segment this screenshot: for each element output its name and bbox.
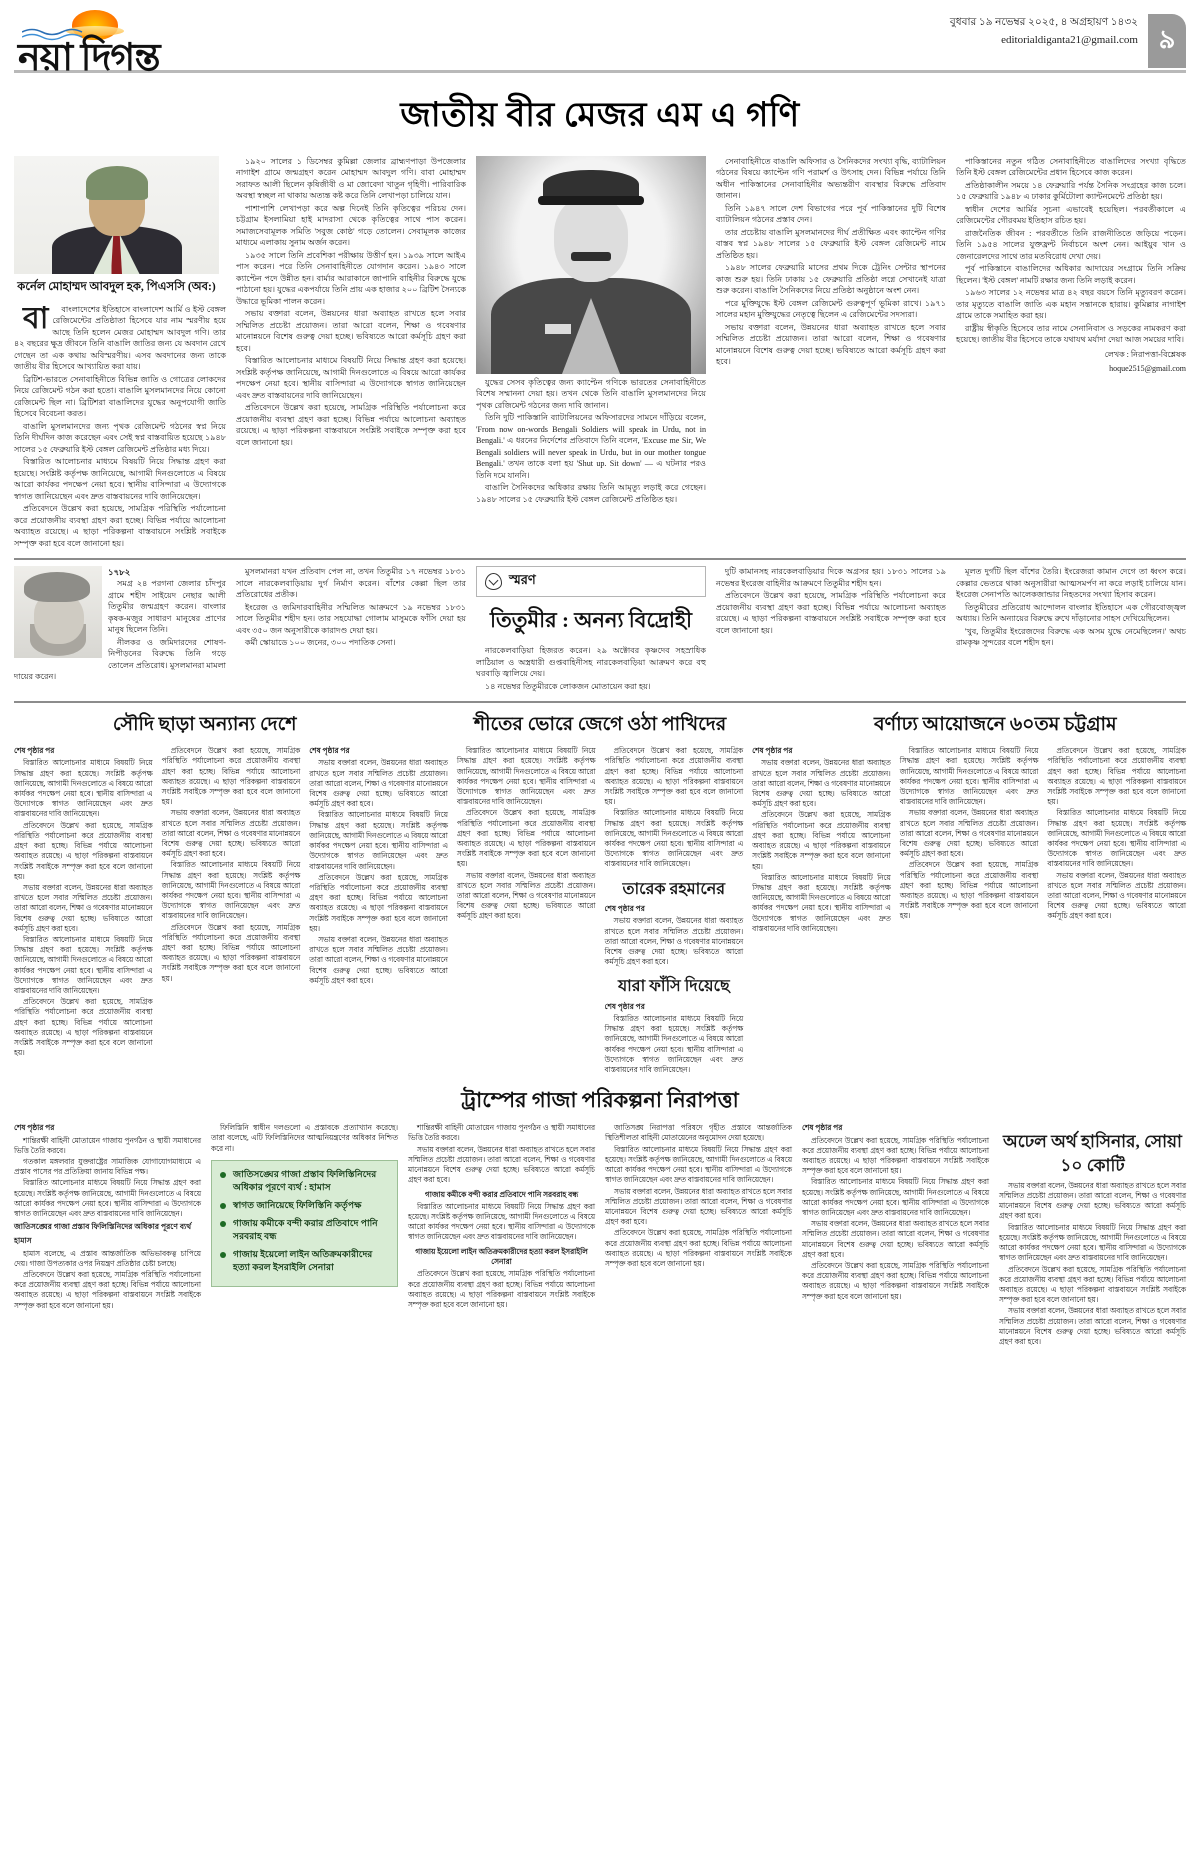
- author-signature: লেখক : নিরাপত্তা-বিশ্লেষক: [1104, 349, 1186, 359]
- editorial-email[interactable]: editorialdiganta21@gmail.com: [1001, 34, 1138, 47]
- paragraph: প্রতিবেদনে উল্লেখ করা হয়েছে, সামগ্রিক পরিস্থিতি পর্যালোচনা করে প্রয়োজনীয় ব্যবস্থা গ্রহণ করা হচ্ছে। বিভিন্ন পর্যায়ে আলোচনা অব্যাহত রয়েছে। এ ছাড়া পরিকল্পনা বাস্তবায়নে সংশ্লিষ্ট সবাইকে সম্পৃক্ত করা হবে বলে জানানো হয়।: [716, 591, 946, 635]
- paragraph: ১৯২০ সালের ১ ডিসেম্বর কুমিল্লা জেলার ব্রাহ্মণপাড়া উপজেলার নাগাইশ গ্রামে জন্মগ্রহণ করেন মোহাম্মদ আবদুল গণি। বাবা মোহাম্মদ সরাফত আলী ছিলেন কৃষিজীবী ও মা জোবেদা খাতুন গৃহিণী। পারিবারিক অবস্থা স্বচ্ছল না থাকায় অত্যন্ত কষ্ট করে তিনি লেখাপড়া চালিয়ে যান।: [236, 157, 466, 201]
- section-heading-fansi[interactable]: যারা ফাঁসি দিয়েছে: [617, 978, 730, 996]
- paragraph: সমগ্র ২৪ পরগনা জেলার চাঁদপুর গ্রামে শহীদ সাইয়েদ নেছার আলী তিতুমীর জন্মগ্রহণ করেন। বাংলার কৃষক-মজুর সাধারণ মানুষের প্রাণের মানুষ ছিলেন তিনি।: [108, 579, 226, 635]
- bottom-headings: [14, 1076, 1186, 1123]
- author-name: কর্নেল মোহাম্মদ আবদুল হক, পিএসসি (অব:): [17, 281, 216, 293]
- paragraph: সভায় বক্তারা বলেন, উন্নয়নের ধারা অব্যাহত রাখতে হলে সবার সম্মিলিত প্রচেষ্টা প্রয়োজন। তারা আরো বলেন, শিক্ষা ও গবেষণার মানোন্নয়নে বিশেষ গুরুত্ব দেয়া হচ্ছে। ভবিষ্যতে আরো কর্মসূচি গ্রহণ করা হবে।: [14, 882, 153, 933]
- paragraph: প্রতিবেদনে উল্লেখ করা হয়েছে, সামগ্রিক পরিস্থিতি পর্যালোচনা করে প্রয়োজনীয় ব্যবস্থা গ্রহণ করা হচ্ছে। বিভিন্ন পর্যায়ে আলোচনা অব্যাহত রয়েছে। এ ছাড়া পরিকল্পনা বাস্তবায়নে সংশ্লিষ্ট সবাইকে সম্পৃক্ত করা হবে বলে জানানো হয়।: [802, 1261, 989, 1301]
- paragraph: বিস্তারিত আলোচনার মাধ্যমে বিষয়টি নিয়ে সিদ্ধান্ত গ্রহণ করা হয়েছে। সংশ্লিষ্ট কর্তৃপক্ষ জানিয়েছে, আগামী দিনগুলোতে এ বিষয়ে আরো কার্যকর পদক্ষেপ নেয়া হবে। স্থানীয় বাসিন্দারা এ উদ্যোগকে স্বাগত জানিয়েছেন এবং দ্রুত বাস্তবায়নের দাবি জানিয়েছেন।: [14, 457, 226, 501]
- mid-col-6: [752, 746, 891, 1076]
- section-heading-saudi[interactable]: সৌদি ছাড়া অন্যান্য দেশে: [112, 714, 297, 736]
- paragraph: ইংরেজ ও জমিদারবাহিনীর সম্মিলিত আক্রমণে ১৯ নভেম্বর ১৮৩১ সালে তিতুমীর শহীদ হন। তার সহযোদ্ধা গোলাম মাসুমকে ফাঁসি দেয়া হয় এবং ৩৫০ জন অনুসারীকে কারাদণ্ড দেয়া হয়।: [236, 602, 466, 635]
- paragraph: রাজনৈতিক জীবন : পরবর্তীতে তিনি রাজনীতিতে জড়িয়ে পড়েন। তিনি ১৯৫৪ সালের যুক্তফ্রন্ট নির্বাচনে অংশ নেন। আইয়ুব খান ও জেনারেলদের সাথে তার মতবিরোধ দেখা দেয়।: [956, 228, 1186, 261]
- paragraph: রাষ্ট্রীয় স্বীকৃতি হিসেবে তার নামে সেনানিবাস ও সড়কের নামকরণ করা হয়েছে। জাতীয় বীর হিসেবে তাকে যথাযথ মর্যাদা দেয়া আজ সময়ের দাবি।: [956, 323, 1186, 345]
- smoron-col-3: [476, 566, 706, 693]
- paragraph: প্রতিষ্ঠাকালীন সময়ে ১৪ ফেব্রুয়ারি পর্যন্ত সৈনিক সংগ্রহের কাজ চলে। ১৫ ফেব্রুয়ারি ১৯৪৮ এ ঢাকার কুর্মিটোলা ক্যান্টনমেন্টে প্রতিষ্ঠা হয়।: [956, 180, 1186, 202]
- smoron-label: স্মরণ: [509, 572, 536, 588]
- paragraph: সেনাবাহিনীতে বাঙালি অফিসার ও সৈনিকদের সংখ্যা বৃদ্ধি, ব্যাটালিয়ন গঠনের বিষয়ে ক্যাপ্টেন গণি পরামর্শ ও উৎসাহ দেন। বিভিন্ন পর্যায়ে তিনি অধীন পাকিস্তানের সেনাবাহিনীর অভ্যন্তরীণ ব্যবস্থার বিরুদ্ধে প্রতিবাদ জানান।: [716, 157, 946, 201]
- mid-col-2: [162, 746, 301, 1076]
- paragraph: বিস্তারিত আলোচনার মাধ্যমে বিষয়টি নিয়ে সিদ্ধান্ত গ্রহণ করা হয়েছে। সংশ্লিষ্ট কর্তৃপক্ষ জানিয়েছে, আগামী দিনগুলোতে এ বিষয়ে আরো কার্যকর পদক্ষেপ নেয়া হবে। স্থানীয় বাসিন্দারা এ উদ্যোগকে স্বাগত জানিয়েছেন এবং দ্রুত বাস্তবায়নের দাবি জানিয়েছেন।: [899, 746, 1039, 807]
- smoron-section: [14, 566, 1186, 693]
- smoron-col-3-text: [476, 645, 706, 692]
- paragraph: ১৯৩৫ সালে তিনি প্রবেশিকা পরীক্ষায় উত্তীর্ণ হন। ১৯৩৯ সালে আইএ পাস করেন। পরে তিনি সেনাবাহিনীতে যোগদান করেন। ১৯৪৩ সালে ক্যাপ্টেন পদে উন্নীত হন। বার্মার আরাকানে জাপানি বাহিনীর বিরুদ্ধে যুদ্ধে পাঠানো হয়। যুদ্ধের একপর্যায়ে তিনি প্রায় এক হাজার ২০০ ব্রিটিশ সৈন্যকে উদ্ধারে ভূমিকা পালন করেন।: [236, 250, 466, 306]
- jump-line: শেষ পৃষ্ঠার পর: [14, 1123, 55, 1133]
- paragraph: পাকিস্তানের নতুন গঠিত সেনাবাহিনীতে বাঙালিদের সংখ্যা বৃদ্ধিতে তিনি ইস্ট বেঙ্গল রেজিমেন্টের প্রধান হিসেবে কাজ করেন।: [956, 157, 1186, 178]
- bottom-col-1: [14, 1123, 201, 1348]
- paragraph: স্বাধীন দেশের আর্মির সূচনা এভাবেই হয়েছিল। পরবর্তীকালে এ রেজিমেন্টের গৌরবময় ইতিহাস রচিত হয়।: [956, 204, 1186, 226]
- paragraph: সভায় বক্তারা বলেন, উন্নয়নের ধারা অব্যাহত রাখতে হলে সবার সম্মিলিত প্রচেষ্টা প্রয়োজন। তারা আরো বলেন, শিক্ষা ও গবেষণার মানোন্নয়নে বিশেষ গুরুত্ব দেয়া হচ্ছে। ভবিষ্যতে আরো কর্মসূচি গ্রহণ করা হবে।: [999, 1180, 1186, 1221]
- bottom-columns: [14, 1123, 1186, 1348]
- masthead-divider: [14, 70, 1186, 73]
- gaza-highlight-box: [211, 1160, 398, 1287]
- mid-col-4: [457, 746, 596, 1076]
- paragraph: প্রতিবেদনে উল্লেখ করা হয়েছে, সামগ্রিক পরিস্থিতি পর্যালোচনা করে প্রয়োজনীয় ব্যবস্থা গ্রহণ করা হচ্ছে। বিভিন্ন পর্যায়ে আলোচনা অব্যাহত রয়েছে। এ ছাড়া পরিকল্পনা বাস্তবায়নে সংশ্লিষ্ট সবাইকে সম্পৃক্ত করা হবে বলে জানানো হয়।: [605, 1228, 792, 1268]
- jump-line: শেষ পৃষ্ঠার পর: [752, 746, 793, 756]
- lead-col-1: [14, 156, 226, 550]
- bottom-col-5: [802, 1123, 989, 1348]
- section-heading-chittagong[interactable]: বর্ণাঢ্য আয়োজনে ৬০তম চট্টগ্রাম: [874, 714, 1117, 736]
- bottom-subcaption: জাতিসঙ্ঘের গাজা প্রস্তাব ফিলিস্তিনিদের অধিকার পূরণে ব্যর্থ: [14, 1222, 192, 1232]
- section-heading-tarek[interactable]: তারেক রহমানের: [622, 880, 726, 898]
- list-item: গাজায় ইয়েলো লাইন অতিক্রমকারীদের হত্যা করল ইসরাইলি সেনারা: [220, 1248, 389, 1274]
- paragraph: বিস্তারিত আলোচনার মাধ্যমে বিষয়টি নিয়ে সিদ্ধান্ত গ্রহণ করা হয়েছে। সংশ্লিষ্ট কর্তৃপক্ষ জানিয়েছে, আগামী দিনগুলোতে এ বিষয়ে আরো কার্যকর পদক্ষেপ নেয়া হবে। স্থানীয় বাসিন্দারা এ উদ্যোগকে স্বাগত জানিয়েছেন এবং দ্রুত বাস্তবায়নের দাবি জানিয়েছেন।: [161, 860, 301, 921]
- memorial-leaf-icon: [485, 573, 502, 590]
- section-divider-1: [14, 558, 1186, 560]
- paragraph: বিস্তারিত আলোচনার মাধ্যমে বিষয়টি নিয়ে সিদ্ধান্ত গ্রহণ করা হয়েছে। সংশ্লিষ্ট কর্তৃপক্ষ জানিয়েছে, আগামী দিনগুলোতে এ বিষয়ে আরো কার্যকর পদক্ষেপ নেয়া হবে। স্থানীয় বাসিন্দারা এ উদ্যোগকে স্বাগত জানিয়েছেন এবং দ্রুত বাস্তবায়নের দাবি জানিয়েছেন।: [802, 1177, 989, 1218]
- paragraph: বিস্তারিত আলোচনার মাধ্যমে বিষয়টি নিয়ে সিদ্ধান্ত গ্রহণ করা হয়েছে। সংশ্লিষ্ট কর্তৃপক্ষ জানিয়েছে, আগামী দিনগুলোতে এ বিষয়ে আরো কার্যকর পদক্ষেপ নেয়া হবে। স্থানীয় বাসিন্দারা এ উদ্যোগকে স্বাগত জানিয়েছেন এবং দ্রুত বাস্তবায়নের দাবি জানিয়েছেন।: [999, 1222, 1186, 1263]
- section-heading-trump-gaza[interactable]: ট্রাম্পের গাজা পরিকল্পনা নিরাপত্তা: [461, 1088, 739, 1113]
- paragraph: বিস্তারিত আলোচনার মাধ্যমে বিষয়টি নিয়ে সিদ্ধান্ত গ্রহণ করা হয়েছে। সংশ্লিষ্ট কর্তৃপক্ষ জানিয়েছে, আগামী দিনগুলোতে এ বিষয়ে আরো কার্যকর পদক্ষেপ নেয়া হবে। স্থানীয় বাসিন্দারা এ উদ্যোগকে স্বাগত জানিয়েছেন এবং দ্রুত বাস্তবায়নের দাবি জানিয়েছেন।: [236, 356, 466, 400]
- mid-col-7: [900, 746, 1039, 1076]
- bottom-col-4: [605, 1123, 792, 1348]
- list-item: স্বাগত জানিয়েছে ফিলিস্তিনি কর্তৃপক্ষ: [220, 1199, 389, 1212]
- smoron-col-2: [236, 566, 466, 693]
- paragraph: প্রতিবেদনে উল্লেখ করা হয়েছে, সামগ্রিক পরিস্থিতি পর্যালোচনা করে প্রয়োজনীয় ব্যবস্থা গ্রহণ করা হচ্ছে। বিভিন্ন পর্যায়ে আলোচনা অব্যাহত রয়েছে। এ ছাড়া পরিকল্পনা বাস্তবায়নে সংশ্লিষ্ট সবাইকে সম্পৃক্ত করা হবে বলে জানানো হয়।: [752, 810, 891, 871]
- smoron-col-1: [14, 566, 226, 693]
- paragraph: ১৯৬৩ সালের ১২ নভেম্বর মাত্র ৪২ বছর বয়সে তিনি মৃত্যুবরণ করেন। তার মৃত্যুতে বাঙালি জাতি এক মহান সন্তানকে হারায়। কুমিল্লার নাগাইশ গ্রামে তাকে সমাহিত করা হয়।: [956, 288, 1186, 321]
- paragraph: ১৪ নভেম্বর তিতুমীরকে লোকজন মোতায়েন করা হয়।: [485, 681, 651, 691]
- gaza-bullet-list: [220, 1168, 389, 1274]
- hamas-label: হামাস: [14, 1235, 32, 1245]
- list-item: গাজায় কমীকে বন্দী করার প্রতিবাদে পানি সরবরাহ বন্ধ: [220, 1217, 389, 1243]
- paragraph: প্রতিবেদনে উল্লেখ করা হয়েছে, সামগ্রিক পরিস্থিতি পর্যালোচনা করে প্রয়োজনীয় ব্যবস্থা গ্রহণ করা হচ্ছে। বিভিন্ন পর্যায়ে আলোচনা অব্যাহত রয়েছে। এ ছাড়া পরিকল্পনা বাস্তবায়নে সংশ্লিষ্ট সবাইকে সম্পৃক্ত করা হবে বলে জানানো হয়।: [14, 820, 153, 881]
- bottom-col-6: [999, 1123, 1186, 1348]
- paragraph: বিস্তারিত আলোচনার মাধ্যমে বিষয়টি নিয়ে সিদ্ধান্ত গ্রহণ করা হয়েছে। সংশ্লিষ্ট কর্তৃপক্ষ জানিয়েছে, আগামী দিনগুলোতে এ বিষয়ে আরো কার্যকর পদক্ষেপ নেয়া হবে। স্থানীয় বাসিন্দারা এ উদ্যোগকে স্বাগত জানিয়েছেন এবং দ্রুত বাস্তবায়নের দাবি জানিয়েছেন।: [1047, 808, 1186, 869]
- paragraph: প্রতিবেদনে উল্লেখ করা হয়েছে, সামগ্রিক পরিস্থিতি পর্যালোচনা করে প্রয়োজনীয় ব্যবস্থা গ্রহণ করা হচ্ছে। বিভিন্ন পর্যায়ে আলোচনা অব্যাহত রয়েছে। এ ছাড়া পরিকল্পনা বাস্তবায়নে সংশ্লিষ্ট সবাইকে সম্পৃক্ত করা হবে বলে জানানো হয়।: [899, 860, 1039, 921]
- paragraph: পাশাপাশি লেখাপড়া করে অল্প দিনেই তিনি কৃতিত্বের পরিচয় দেন। চট্টগ্রাম ইসলামিয়া হাই মাদরাসা থেকে কৃতিত্বের সাথে পাস করেন। সমাজসেবামূলক সমিতি 'সবুজ কোষ্ঠ' গড়ে তোলেন। সেবামূলক কাজের মাধ্যমে এলাকায় সুনাম অর্জন করেন।: [236, 203, 466, 248]
- masthead-right: [950, 8, 1186, 68]
- author-box: [14, 156, 219, 304]
- paragraph: জাতিসঙ্ঘ নিরাপত্তা পরিষদে গৃহীত প্রস্তাবে আন্তর্জাতিক স্থিতিশীলতা বাহিনী মোতায়েনের অনুমোদন দেয়া হয়েছে।: [605, 1123, 792, 1143]
- logo-wordmark: নয়া দিগন্ত: [18, 37, 160, 79]
- paragraph: তিনি দুটি পাকিস্তানি ব্যাটালিয়নের অফিসারদের সামনে দাঁড়িয়ে বলেন, 'From now on-words Bengali Soldiers will speak in Urdu, not in Bengali.' এ ধরনের নির্দেশের প্রতিবাদে তিনি বলেন, 'Excuse me Sir, We Bengali soldiers will never speak in Urdu, but in our mother tongue Bengali.' তখন তাকে বলা হয় 'Shut up. Sit down' — এ ঘটনার পরও তিনি দমে যাননি।: [476, 413, 706, 480]
- paragraph: বিস্তারিত আলোচনার মাধ্যমে বিষয়টি নিয়ে সিদ্ধান্ত গ্রহণ করা হয়েছে। সংশ্লিষ্ট কর্তৃপক্ষ জানিয়েছে, আগামী দিনগুলোতে এ বিষয়ে আরো কার্যকর পদক্ষেপ নেয়া হবে। স্থানীয় বাসিন্দারা এ উদ্যোগকে স্বাগত জানিয়েছেন এবং দ্রুত বাস্তবায়নের দাবি জানিয়েছেন।: [752, 872, 891, 933]
- paragraph: সভায় বক্তারা বলেন, উন্নয়নের ধারা অব্যাহত রাখতে হলে সবার সম্মিলিত প্রচেষ্টা প্রয়োজন। তারা আরো বলেন, শিক্ষা ও গবেষণার মানোন্নয়নে বিশেষ গুরুত্ব দেয়া হচ্ছে। ভবিষ্যতে আরো কর্মসূচি গ্রহণ করা হবে।: [604, 916, 744, 967]
- mid-col-3: [309, 746, 448, 1076]
- jump-line: শেষ পৃষ্ঠার পর: [604, 903, 645, 913]
- bottom-col-3: [408, 1123, 595, 1348]
- titumir-portrait: [14, 566, 102, 658]
- paragraph: সভায় বক্তারা বলেন, উন্নয়নের ধারা অব্যাহত রাখতে হলে সবার সম্মিলিত প্রচেষ্টা প্রয়োজন। তারা আরো বলেন, শিক্ষা ও গবেষণার মানোন্নয়নে বিশেষ গুরুত্ব দেয়া হচ্ছে। ভবিষ্যতে আরো কর্মসূচি গ্রহণ করা হবে।: [899, 808, 1039, 859]
- paragraph: সভায় বক্তারা বলেন, উন্নয়নের ধারা অব্যাহত রাখতে হলে সবার সম্মিলিত প্রচেষ্টা প্রয়োজন। তারা আরো বলেন, শিক্ষা ও গবেষণার মানোন্নয়নে বিশেষ গুরুত্ব দেয়া হচ্ছে। ভবিষ্যতে আরো কর্মসূচি গ্রহণ করা হবে।: [605, 1186, 792, 1227]
- paragraph: বিস্তারিত আলোচনার মাধ্যমে বিষয়টি নিয়ে সিদ্ধান্ত গ্রহণ করা হয়েছে। সংশ্লিষ্ট কর্তৃপক্ষ জানিয়েছে, আগামী দিনগুলোতে এ বিষয়ে আরো কার্যকর পদক্ষেপ নেয়া হবে। স্থানীয় বাসিন্দারা এ উদ্যোগকে স্বাগত জানিয়েছেন এবং দ্রুত বাস্তবায়নের দাবি জানিয়েছেন।: [456, 746, 596, 807]
- smoron-title: তিতুমীর : অনন্য বিদ্রোহী: [489, 608, 693, 633]
- lead-col-1-text: [14, 304, 226, 549]
- newspaper-logo[interactable]: [14, 8, 244, 79]
- paragraph: সভায় বক্তারা বলেন, উন্নয়নের ধারা অব্যাহত রাখতে হলে সবার সম্মিলিত প্রচেষ্টা প্রয়োজন। তারা আরো বলেন, শিক্ষা ও গবেষণার মানোন্নয়নে বিশেষ গুরুত্ব দেয়া হচ্ছে। ভবিষ্যতে আরো কর্মসূচি গ্রহণ করা হবে।: [161, 808, 301, 859]
- paragraph: বা বাংলাদেশের ইতিহাসে বাংলাদেশ আর্মি ও ইস্ট বেঙ্গল রেজিমেন্টের প্রতিষ্ঠাতা হিসেবে যার নাম স্মরণীয় হয়ে আছে তিনি হলেন মেজর মোহাম্মদ আবদুল গণি। তার ৪২ বছরের ক্ষুদ্র জীবনে তিনি বাঙালি জাতির জন্য যে অবদান রেখে গেছেন তা এক কথায় অবিস্মরণীয়। এসব অবদানের জন্য তাকে জাতীয় বীর হিসেবে আখ্যায়িত করা যায়।: [14, 302, 226, 372]
- bottom-subcaption: গাজায় কমীকে বন্দী করার প্রতিবাদে পানি সরবরাহ বন্ধ: [424, 1189, 579, 1199]
- lead-col-3: [476, 156, 706, 550]
- paragraph: বাঙালি মুসলমানদের জন্য পৃথক রেজিমেন্ট গঠনের স্বপ্ন নিয়ে তিনি দীর্ঘদিন কাজ করেছেন এবং সেই স্বপ্ন বাস্তবায়িত হয়েছে ১৯৪৮ সালের ১৫ ফেব্রুয়ারি ইস্ট বেঙ্গল রেজিমেন্ট প্রতিষ্ঠার মধ্য দিয়ে।: [14, 421, 226, 454]
- lead-col-3-text: [476, 377, 706, 505]
- section-heading-birds[interactable]: শীতের ভোরে জেগে ওঠা পাখিদের: [473, 714, 727, 736]
- mid-col-8: [1047, 746, 1186, 1076]
- bottom-subcaption: গাজায় ইয়েলো লাইন অতিক্রমকারীদের হত্যা করল ইসরাইলি সেনারা: [415, 1246, 588, 1267]
- publication-date: বুধবার ১৯ নভেম্বর ২০২৫, ৪ অগ্রহায়ণ ১৪৩২: [949, 17, 1138, 28]
- paragraph: প্রতিবেদনে উল্লেখ করা হয়েছে, সামগ্রিক পরিস্থিতি পর্যালোচনা করে প্রয়োজনীয় ব্যবস্থা গ্রহণ করা হচ্ছে। বিভিন্ন পর্যায়ে আলোচনা অব্যাহত রয়েছে। এ ছাড়া পরিকল্পনা বাস্তবায়নে সংশ্লিষ্ট সবাইকে সম্পৃক্ত করা হবে বলে জানানো হয়।: [604, 746, 744, 807]
- paragraph: মূলত দুর্গটি ছিল বাঁশের তৈরি। ইংরেজরা কামান দেগে তা ধ্বংস করে। কেল্লার ভেতরে থাকা অনুসারীরা আত্মসমর্পণ না করে লড়াই চালিয়ে যান। ইংরেজ সেনাপতি আলেকজান্ডার নিহতদের সংখ্যা হিসাব করেন।: [956, 567, 1186, 600]
- paragraph: মুসলমানরা যখন প্রতিবাদ পেল না, তখন তিতুমীর ১৭ নভেম্বর ১৮৩১ সালে নারকেলবাড়িয়ায় দুর্গ নির্মাণ করেন। বাঁশের কেল্লা ছিল তার প্রতিরোধের প্রতীক।: [236, 567, 466, 600]
- paragraph: নীলকর ও জমিদারদের শোষণ-নিপীড়নের বিরুদ্ধে তিনি গড়ে তোলেন প্রতিরোধ। মুসলমানরা মামলা দায়ের করেন।: [14, 637, 226, 682]
- paragraph: শান্তিরক্ষী বাহিনী মোতায়েন গাজায় পুনর্গঠন ও স্থায়ী সমাধানের ভিত্তি তৈরি করবে।: [408, 1123, 595, 1143]
- paragraph: 'খুব, তিতুমীর ইংরেজদের বিরুদ্ধে এক অসম যুদ্ধে নেমেছিলেন।' অথচ রামকৃষ্ণ সুন্দরের বলে শহীদ হন।: [956, 626, 1186, 648]
- paragraph: কর্মী স্কোয়াডে ১০০ জনের, ৩০০ পদাতিক সেনা।: [245, 638, 396, 648]
- paragraph: ফিলিস্তিনি স্বাধীন দলগুলো এ প্রস্তাবকে প্রত্যাখ্যান করেছে। তারা বলেছে, এটি ফিলিস্তিনিদের আত্মনিয়ন্ত্রণের অধিকার নিশ্চিত করে না।: [211, 1123, 398, 1153]
- paragraph: সভায় বক্তারা বলেন, উন্নয়নের ধারা অব্যাহত রাখতে হলে সবার সম্মিলিত প্রচেষ্টা প্রয়োজন। তারা আরো বলেন, শিক্ষা ও গবেষণার মানোন্নয়নে বিশেষ গুরুত্ব দেয়া হচ্ছে। ভবিষ্যতে আরো কর্মসূচি গ্রহণ করা হবে।: [236, 309, 466, 353]
- paragraph: বিস্তারিত আলোচনার মাধ্যমে বিষয়টি নিয়ে সিদ্ধান্ত গ্রহণ করা হয়েছে। সংশ্লিষ্ট কর্তৃপক্ষ জানিয়েছে, আগামী দিনগুলোতে এ বিষয়ে আরো কার্যকর পদক্ষেপ নেয়া হবে। স্থানীয় বাসিন্দারা এ উদ্যোগকে স্বাগত জানিয়েছেন এবং দ্রুত বাস্তবায়নের দাবি জানিয়েছেন।: [605, 1144, 792, 1185]
- lead-photo: [476, 156, 706, 374]
- paragraph: বিস্তারিত আলোচনার মাধ্যমে বিষয়টি নিয়ে সিদ্ধান্ত গ্রহণ করা হয়েছে। সংশ্লিষ্ট কর্তৃপক্ষ জানিয়েছে, আগামী দিনগুলোতে এ বিষয়ে আরো কার্যকর পদক্ষেপ নেয়া হবে। স্থানীয় বাসিন্দারা এ উদ্যোগকে স্বাগত জানিয়েছেন এবং দ্রুত বাস্তবায়নের দাবি জানিয়েছেন।: [309, 810, 448, 871]
- lead-col-5: [956, 156, 1186, 550]
- paragraph: বাঙালি সৈনিকদের অধিকার রক্ষায় তিনি আমৃত্যু লড়াই করে গেছেন। ১৯৪৮ সালের ১৫ ফেব্রুয়ারি ইস্ট বেঙ্গল রেজিমেন্ট প্রতিষ্ঠিত হয়।: [476, 483, 706, 504]
- paragraph: প্রতিবেদনে উল্লেখ করা হয়েছে, সামগ্রিক পরিস্থিতি পর্যালোচনা করে প্রয়োজনীয় ব্যবস্থা গ্রহণ করা হচ্ছে। বিভিন্ন পর্যায়ে আলোচনা অব্যাহত রয়েছে। এ ছাড়া পরিকল্পনা বাস্তবায়নে সংশ্লিষ্ট সবাইকে সম্পৃক্ত করা হবে বলে জানানো হয়।: [14, 504, 226, 548]
- paragraph: তিনি ১৯৪৭ সালে দেশ বিভাগের পরে পূর্ব পাকিস্তানের দুটি বিশেষ ব্যাটালিয়ন গঠনের প্রস্তাব দেন।: [716, 203, 946, 225]
- author-photo: [14, 156, 219, 274]
- paragraph: সভায় বক্তারা বলেন, উন্নয়নের ধারা অব্যাহত রাখতে হলে সবার সম্মিলিত প্রচেষ্টা প্রয়োজন। তারা আরো বলেন, শিক্ষা ও গবেষণার মানোন্নয়নে বিশেষ গুরুত্ব দেয়া হচ্ছে। ভবিষ্যতে আরো কর্মসূচি গ্রহণ করা হবে।: [802, 1219, 989, 1259]
- smoron-col-5: [956, 566, 1186, 693]
- paragraph: সভায় বক্তারা বলেন, উন্নয়নের ধারা অব্যাহত রাখতে হলে সবার সম্মিলিত প্রচেষ্টা প্রয়োজন। তারা আরো বলেন, শিক্ষা ও গবেষণার মানোন্নয়নে বিশেষ গুরুত্ব দেয়া হচ্ছে। ভবিষ্যতে আরো কর্মসূচি গ্রহণ করা হবে।: [309, 934, 448, 985]
- paragraph: পূর্ব পাকিস্তানে বাঙালিদের অধিকার আদায়ের সংগ্রামে তিনি সক্রিয় ছিলেন। 'ইস্ট বেঙ্গল' নামটি রক্ষার জন্য তিনি লড়াই করেন।: [956, 264, 1186, 285]
- paragraph: সভায় বক্তারা বলেন, উন্নয়নের ধারা অব্যাহত রাখতে হলে সবার সম্মিলিত প্রচেষ্টা প্রয়োজন। তারা আরো বলেন, শিক্ষা ও গবেষণার মানোন্নয়নে বিশেষ গুরুত্ব দেয়া হচ্ছে। ভবিষ্যতে আরো কর্মসূচি গ্রহণ করা হবে।: [456, 870, 596, 921]
- paragraph: প্রতিবেদনে উল্লেখ করা হয়েছে, সামগ্রিক পরিস্থিতি পর্যালোচনা করে প্রয়োজনীয় ব্যবস্থা গ্রহণ করা হচ্ছে। বিভিন্ন পর্যায়ে আলোচনা অব্যাহত রয়েছে। এ ছাড়া পরিকল্পনা বাস্তবায়নে সংশ্লিষ্ট সবাইকে সম্পৃক্ত করা হবে বলে জানানো হয়।: [999, 1264, 1186, 1305]
- list-item: জাতিসঙ্ঘের গাজা প্রস্তাব ফিলিস্তিনিদের অধিকার পূরণে ব্যর্থ : হামাস: [220, 1168, 389, 1194]
- smoron-col-4: [716, 566, 946, 693]
- mid-col-5: [605, 746, 744, 1076]
- paragraph: বিস্তারিত আলোচনার মাধ্যমে বিষয়টি নিয়ে সিদ্ধান্ত গ্রহণ করা হয়েছে। সংশ্লিষ্ট কর্তৃপক্ষ জানিয়েছে, আগামী দিনগুলোতে এ বিষয়ে আরো কার্যকর পদক্ষেপ নেয়া হবে। স্থানীয় বাসিন্দারা এ উদ্যোগকে স্বাগত জানিয়েছেন এবং দ্রুত বাস্তবায়নের দাবি জানিয়েছেন।: [14, 1178, 201, 1219]
- paragraph: প্রতিবেদনে উল্লেখ করা হয়েছে, সামগ্রিক পরিস্থিতি পর্যালোচনা করে প্রয়োজনীয় ব্যবস্থা গ্রহণ করা হচ্ছে। বিভিন্ন পর্যায়ে আলোচনা অব্যাহত রয়েছে। এ ছাড়া পরিকল্পনা বাস্তবায়নে সংশ্লিষ্ট সবাইকে সম্পৃক্ত করা হবে বলে জানানো হয়।: [14, 997, 153, 1058]
- paragraph: হামাস বলেছে, এ প্রস্তাব আন্তর্জাতিক অভিভাবকত্ব চাপিয়ে দেয়। গাজা উপত্যকার ওপর নিয়ন্ত্রণ প্রতিষ্ঠার চেষ্টা চলছে।: [14, 1248, 201, 1268]
- mid-section-headings: [14, 703, 1186, 746]
- paragraph: প্রতিবেদনে উল্লেখ করা হয়েছে, সামগ্রিক পরিস্থিতি পর্যালোচনা করে প্রয়োজনীয় ব্যবস্থা গ্রহণ করা হচ্ছে। বিভিন্ন পর্যায়ে আলোচনা অব্যাহত রয়েছে। এ ছাড়া পরিকল্পনা বাস্তবায়নে সংশ্লিষ্ট সবাইকে সম্পৃক্ত করা হবে বলে জানানো হয়।: [802, 1135, 989, 1176]
- paragraph: ১৯৪৮ সালের ফেব্রুয়ারি মাসের প্রথম দিকে ট্রেনিং সেন্টার স্থাপনের কাজ শুরু হয়। তিনি ঢাকায় ১৫ ফেব্রুয়ারি প্রতিষ্ঠা লগ্নে সেখানেই যাত্রা শুরু করেন। বাঙালি সৈনিকদের নিয়ে প্রতিষ্ঠা অনুষ্ঠানে অংশ নেন।: [716, 263, 946, 296]
- jump-line: শেষ পৃষ্ঠার পর: [14, 746, 55, 756]
- bottom-col-2: [211, 1123, 398, 1348]
- smoron-year: ১৭৮২: [108, 567, 131, 578]
- paragraph: প্রতিবেদনে উল্লেখ করা হয়েছে, সামগ্রিক পরিস্থিতি পর্যালোচনা করে প্রয়োজনীয় ব্যবস্থা গ্রহণ করা হচ্ছে। বিভিন্ন পর্যায়ে আলোচনা অব্যাহত রয়েছে। এ ছাড়া পরিকল্পনা বাস্তবায়নে সংশ্লিষ্ট সবাইকে সম্পৃক্ত করা হবে বলে জানানো হয়।: [161, 746, 301, 807]
- page-title: জাতীয় বীর মেজর এম এ গণি: [400, 97, 800, 134]
- masthead: [14, 0, 1186, 79]
- page-number-badge: ৯: [1148, 14, 1186, 68]
- paragraph: সভায় বক্তারা বলেন, উন্নয়নের ধারা অব্যাহত রাখতে হলে সবার সম্মিলিত প্রচেষ্টা প্রয়োজন। তারা আরো বলেন, শিক্ষা ও গবেষণার মানোন্নয়নে বিশেষ গুরুত্ব দেয়া হচ্ছে। ভবিষ্যতে আরো কর্মসূচি গ্রহণ করা হবে।: [1047, 870, 1186, 921]
- drop-cap: বা: [23, 302, 49, 335]
- bottom-col-2-text: [211, 1123, 398, 1154]
- paragraph: সভায় বক্তারা বলেন, উন্নয়নের ধারা অব্যাহত রাখতে হলে সবার সম্মিলিত প্রচেষ্টা প্রয়োজন। তারা আরো বলেন, শিক্ষা ও গবেষণার মানোন্নয়নে বিশেষ গুরুত্ব দেয়া হচ্ছে। ভবিষ্যতে আরো কর্মসূচি গ্রহণ করা হবে।: [752, 758, 891, 809]
- paragraph: প্রতিবেদনে উল্লেখ করা হয়েছে, সামগ্রিক পরিস্থিতি পর্যালোচনা করে প্রয়োজনীয় ব্যবস্থা গ্রহণ করা হচ্ছে। বিভিন্ন পর্যায়ে আলোচনা অব্যাহত রয়েছে। এ ছাড়া পরিকল্পনা বাস্তবায়নে সংশ্লিষ্ট সবাইকে সম্পৃক্ত করা হবে বলে জানানো হয়।: [236, 403, 466, 447]
- masthead-meta: [950, 14, 1138, 49]
- paragraph: সভায় বক্তারা বলেন, উন্নয়নের ধারা অব্যাহত রাখতে হলে সবার সম্মিলিত প্রচেষ্টা প্রয়োজন। তারা আরো বলেন, শিক্ষা ও গবেষণার মানোন্নয়নে বিশেষ গুরুত্ব দেয়া হচ্ছে। ভবিষ্যতে আরো কর্মসূচি গ্রহণ করা হবে।: [408, 1144, 595, 1185]
- paragraph: বিস্তারিত আলোচনার মাধ্যমে বিষয়টি নিয়ে সিদ্ধান্ত গ্রহণ করা হয়েছে। সংশ্লিষ্ট কর্তৃপক্ষ জানিয়েছে, আগামী দিনগুলোতে এ বিষয়ে আরো কার্যকর পদক্ষেপ নেয়া হবে। স্থানীয় বাসিন্দারা এ উদ্যোগকে স্বাগত জানিয়েছেন এবং দ্রুত বাস্তবায়নের দাবি জানিয়েছেন।: [14, 758, 153, 819]
- paragraph: প্রতিবেদনে উল্লেখ করা হয়েছে, সামগ্রিক পরিস্থিতি পর্যালোচনা করে প্রয়োজনীয় ব্যবস্থা গ্রহণ করা হচ্ছে। বিভিন্ন পর্যায়ে আলোচনা অব্যাহত রয়েছে। এ ছাড়া পরিকল্পনা বাস্তবায়নে সংশ্লিষ্ট সবাইকে সম্পৃক্ত করা হবে বলে জানানো হয়।: [1047, 746, 1186, 807]
- paragraph: সভায় বক্তারা বলেন, উন্নয়নের ধারা অব্যাহত রাখতে হলে সবার সম্মিলিত প্রচেষ্টা প্রয়োজন। তারা আরো বলেন, শিক্ষা ও গবেষণার মানোন্নয়নে বিশেষ গুরুত্ব দেয়া হচ্ছে। ভবিষ্যতে আরো কর্মসূচি গ্রহণ করা হবে।: [999, 1306, 1186, 1346]
- mid-columns: [14, 746, 1186, 1076]
- paragraph: তিতুমীরের প্রতিরোধ আন্দোলন বাংলার ইতিহাসে এক গৌরবোজ্জ্বল অধ্যায়। তিনি অন্যায়ের বিরুদ্ধে রুখে দাঁড়ানোর সাহস দেখিয়েছিলেন।: [956, 602, 1186, 624]
- jump-line: শেষ পৃষ্ঠার পর: [802, 1123, 843, 1133]
- section-heading-hasina-money[interactable]: অঢেল অর্থ হাসিনার, সোয়া ১০ কোটি: [1003, 1132, 1182, 1176]
- paragraph: শান্তিরক্ষী বাহিনী মোতায়েন গাজায় পুনর্গঠন ও স্থায়ী সমাধানের ভিত্তি তৈরি করবে।: [14, 1135, 201, 1155]
- paragraph: বিস্তারিত আলোচনার মাধ্যমে বিষয়টি নিয়ে সিদ্ধান্ত গ্রহণ করা হয়েছে। সংশ্লিষ্ট কর্তৃপক্ষ জানিয়েছে, আগামী দিনগুলোতে এ বিষয়ে আরো কার্যকর পদক্ষেপ নেয়া হবে। স্থানীয় বাসিন্দারা এ উদ্যোগকে স্বাগত জানিয়েছেন এবং দ্রুত বাস্তবায়নের দাবি জানিয়েছেন।: [408, 1201, 595, 1242]
- author-signature-email[interactable]: hoque2515@gmail.com: [1109, 363, 1186, 373]
- paragraph: বিস্তারিত আলোচনার মাধ্যমে বিষয়টি নিয়ে সিদ্ধান্ত গ্রহণ করা হয়েছে। সংশ্লিষ্ট কর্তৃপক্ষ জানিয়েছে, আগামী দিনগুলোতে এ বিষয়ে আরো কার্যকর পদক্ষেপ নেয়া হবে। স্থানীয় বাসিন্দারা এ উদ্যোগকে স্বাগত জানিয়েছেন এবং দ্রুত বাস্তবায়নের দাবি জানিয়েছেন।: [604, 808, 744, 869]
- paragraph: দুটি কামানসহ নারকেলবাড়িয়ার দিকে অগ্রসর হয়। ১৮৩১ সালের ১৯ নভেম্বর ইংরেজ বাহিনীর আক্রমণে তিতুমীর শহীদ হন।: [716, 567, 946, 588]
- paragraph: প্রতিবেদনে উল্লেখ করা হয়েছে, সামগ্রিক পরিস্থিতি পর্যালোচনা করে প্রয়োজনীয় ব্যবস্থা গ্রহণ করা হচ্ছে। বিভিন্ন পর্যায়ে আলোচনা অব্যাহত রয়েছে। এ ছাড়া পরিকল্পনা বাস্তবায়নে সংশ্লিষ্ট সবাইকে সম্পৃক্ত করা হবে বলে জানানো হয়।: [456, 808, 596, 869]
- lead-col-4: [716, 156, 946, 550]
- paragraph: যুদ্ধের সেসব কৃতিত্বের জন্য ক্যাপ্টেন গণিকে ভারতের সেনাবাহিনীতে বিশেষ সম্মাননা দেয়া হয়। তখন থেকে তিনি বাঙালি মুসলমানদের নিয়ে পৃথক রেজিমেন্ট গঠনের জন্য দাবি জানান।: [476, 378, 706, 410]
- paragraph: নারকেলবাড়িয়া হিজরত করেন। ২৯ অক্টোবর কৃষ্ণদেব সহস্রাধিক লাঠিয়াল ও অস্ত্রধারী গুপ্তবাহিনীসহ নারকেলবাড়িয়া আক্রমণ করে বহু ঘরবাড়ি জ্বালিয়ে দেয়।: [476, 646, 706, 679]
- paragraph: পরে মুক্তিযুদ্ধে ইস্ট বেঙ্গল রেজিমেন্ট গুরুত্বপূর্ণ ভূমিকা রাখে। ১৯৭১ সালের মহান মুক্তিযুদ্ধের নেতৃত্বে ছিলেন এ রেজিমেন্টের সদস্যরা।: [716, 298, 946, 320]
- paragraph: ব্রিটিশ-ভারতে সেনাবাহিনীতে বিভিন্ন জাতি ও গোত্রের লোকদের নিয়ে রেজিমেন্ট গঠন করা হতো। বাঙালি মুসলমানদের নিয়ে কোনো রেজিমেন্ট ছিল না। ব্রিটিশরা বাঙালিদের যুদ্ধের অনুপযোগী জাতি হিসেবে বিবেচনা করত।: [14, 374, 226, 419]
- paragraph: বিস্তারিত আলোচনার মাধ্যমে বিষয়টি নিয়ে সিদ্ধান্ত গ্রহণ করা হয়েছে। সংশ্লিষ্ট কর্তৃপক্ষ জানিয়েছে, আগামী দিনগুলোতে এ বিষয়ে আরো কার্যকর পদক্ষেপ নেয়া হবে। স্থানীয় বাসিন্দারা এ উদ্যোগকে স্বাগত জানিয়েছেন এবং দ্রুত বাস্তবায়নের দাবি জানিয়েছেন।: [14, 934, 153, 995]
- jump-line: শেষ পৃষ্ঠার পর: [604, 1001, 645, 1011]
- paragraph: তার প্রচেষ্টায় বাঙালি মুসলমানদের দীর্ঘ প্রতীক্ষিত এবং ক্যাপ্টেন গণির বাস্তব স্বপ্ন ১৯৪৮ সালের ১৫ ফেব্রুয়ারি ইস্ট বেঙ্গল রেজিমেন্ট নামে প্রতিষ্ঠিত হয়।: [716, 227, 946, 260]
- lead-col-2: [236, 156, 466, 550]
- paragraph: সভায় বক্তারা বলেন, উন্নয়নের ধারা অব্যাহত রাখতে হলে সবার সম্মিলিত প্রচেষ্টা প্রয়োজন। তারা আরো বলেন, শিক্ষা ও গবেষণার মানোন্নয়নে বিশেষ গুরুত্ব দেয়া হচ্ছে। ভবিষ্যতে আরো কর্মসূচি গ্রহণ করা হবে।: [309, 758, 448, 809]
- paragraph: প্রতিবেদনে উল্লেখ করা হয়েছে, সামগ্রিক পরিস্থিতি পর্যালোচনা করে প্রয়োজনীয় ব্যবস্থা গ্রহণ করা হচ্ছে। বিভিন্ন পর্যায়ে আলোচনা অব্যাহত রয়েছে। এ ছাড়া পরিকল্পনা বাস্তবায়নে সংশ্লিষ্ট সবাইকে সম্পৃক্ত করা হবে বলে জানানো হয়।: [161, 922, 301, 983]
- paragraph: গতকাল মঙ্গলবার যুক্তরাষ্ট্রের সামাজিক যোগাযোগমাধ্যমে এ প্রস্তাব পাসের পর প্রতিক্রিয়া জানায় বিভিন্ন পক্ষ।: [14, 1157, 201, 1177]
- paragraph: বিস্তারিত আলোচনার মাধ্যমে বিষয়টি নিয়ে সিদ্ধান্ত গ্রহণ করা হয়েছে। সংশ্লিষ্ট কর্তৃপক্ষ জানিয়েছে, আগামী দিনগুলোতে এ বিষয়ে আরো কার্যকর পদক্ষেপ নেয়া হবে। স্থানীয় বাসিন্দারা এ উদ্যোগকে স্বাগত জানিয়েছেন এবং দ্রুত বাস্তবায়নের দাবি জানিয়েছেন।: [604, 1014, 744, 1075]
- mid-col-1: [14, 746, 153, 1076]
- smoron-label-box: [476, 566, 706, 597]
- paragraph: প্রতিবেদনে উল্লেখ করা হয়েছে, সামগ্রিক পরিস্থিতি পর্যালোচনা করে প্রয়োজনীয় ব্যবস্থা গ্রহণ করা হচ্ছে। বিভিন্ন পর্যায়ে আলোচনা অব্যাহত রয়েছে। এ ছাড়া পরিকল্পনা বাস্তবায়নে সংশ্লিষ্ট সবাইকে সম্পৃক্ত করা হবে বলে জানানো হয়।: [309, 872, 448, 933]
- jump-line: শেষ পৃষ্ঠার পর: [309, 746, 350, 756]
- lead-article: [14, 156, 1186, 550]
- paragraph: সভায় বক্তারা বলেন, উন্নয়নের ধারা অব্যাহত রাখতে হলে সবার সম্মিলিত প্রচেষ্টা প্রয়োজন। তারা আরো বলেন, শিক্ষা ও গবেষণার মানোন্নয়নে বিশেষ গুরুত্ব দেয়া হচ্ছে। ভবিষ্যতে আরো কর্মসূচি গ্রহণ করা হবে।: [716, 322, 946, 367]
- paragraph: প্রতিবেদনে উল্লেখ করা হয়েছে, সামগ্রিক পরিস্থিতি পর্যালোচনা করে প্রয়োজনীয় ব্যবস্থা গ্রহণ করা হচ্ছে। বিভিন্ন পর্যায়ে আলোচনা অব্যাহত রয়েছে। এ ছাড়া পরিকল্পনা বাস্তবায়নে সংশ্লিষ্ট সবাইকে সম্পৃক্ত করা হবে বলে জানানো হয়।: [408, 1269, 595, 1309]
- paragraph: প্রতিবেদনে উল্লেখ করা হয়েছে, সামগ্রিক পরিস্থিতি পর্যালোচনা করে প্রয়োজনীয় ব্যবস্থা গ্রহণ করা হচ্ছে। বিভিন্ন পর্যায়ে আলোচনা অব্যাহত রয়েছে। এ ছাড়া পরিকল্পনা বাস্তবায়নে সংশ্লিষ্ট সবাইকে সম্পৃক্ত করা হবে বলে জানানো হয়।: [14, 1269, 201, 1310]
